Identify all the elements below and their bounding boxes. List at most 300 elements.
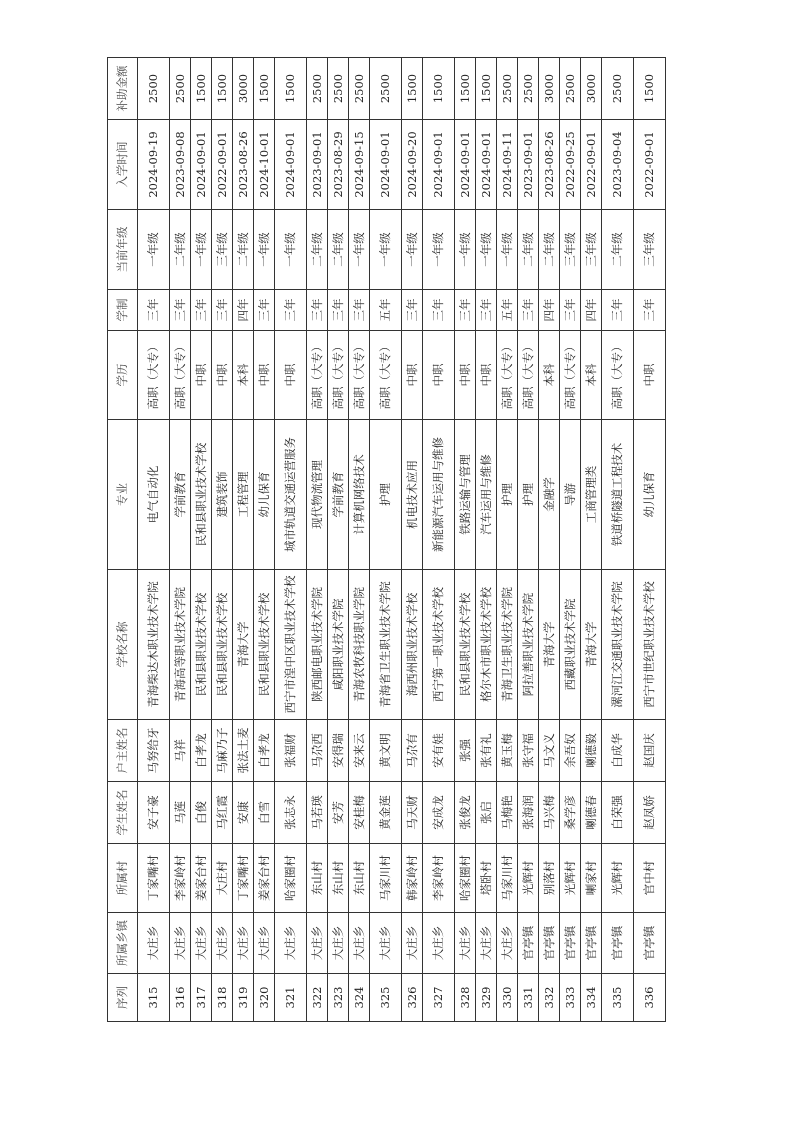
table-cell: 高职（大专） <box>328 331 349 420</box>
table-cell: 本科 <box>581 331 602 420</box>
table-cell: 高职（大专） <box>518 331 539 420</box>
table-cell: 塔卧村 <box>476 844 497 913</box>
table-cell: 幼儿保育 <box>634 420 666 570</box>
table-cell: 四年 <box>539 290 560 331</box>
table-cell: 青海大学 <box>539 570 560 720</box>
table-cell: 格尔木市职业技术学校 <box>476 570 497 720</box>
table-cell: 陕西邮电职业技术学院 <box>307 570 328 720</box>
table-row <box>138 58 170 1022</box>
table-cell: 2023-09-04 <box>602 120 634 210</box>
table-cell: 护理 <box>497 420 518 570</box>
table-cell: 一年级 <box>455 210 476 290</box>
table-cell: 黄金莲 <box>370 782 402 844</box>
table-cell: 三年 <box>402 290 423 331</box>
table-row <box>370 58 402 1022</box>
table-cell: 高职（大专） <box>138 331 170 420</box>
table-cell: 3000 <box>539 58 560 120</box>
table-cell: 2024-09-01 <box>370 120 402 210</box>
table-cell: 马文义 <box>539 720 560 782</box>
table-cell: 马尕有 <box>402 720 423 782</box>
table-cell: 三年级 <box>634 210 666 290</box>
table-cell: 安桂梅 <box>349 782 370 844</box>
table-cell: 329 <box>476 974 497 1022</box>
table-cell: 2500 <box>518 58 539 120</box>
table-cell: 331 <box>518 974 539 1022</box>
table-row <box>254 58 275 1022</box>
table-cell: 1500 <box>212 58 233 120</box>
table-cell: 326 <box>402 974 423 1022</box>
table-cell: 民和县职业技术学校 <box>191 420 212 570</box>
table-cell: 东山村 <box>349 844 370 913</box>
table-cell: 大庄乡 <box>402 913 423 974</box>
table-cell: 334 <box>581 974 602 1022</box>
table-row <box>233 58 254 1022</box>
table-cell: 本科 <box>233 331 254 420</box>
table-cell: 哈家圈村 <box>455 844 476 913</box>
table-cell: 喇德春 <box>581 782 602 844</box>
table-row <box>423 58 455 1022</box>
subsidy-table <box>107 57 666 1022</box>
table-cell: 325 <box>370 974 402 1022</box>
table-cell: 2024-09-01 <box>275 120 307 210</box>
col-header: 学生姓名 <box>108 782 138 844</box>
table-cell: 高职（大专） <box>349 331 370 420</box>
table-cell: 安得瑞 <box>328 720 349 782</box>
table-cell: 二年级 <box>307 210 328 290</box>
table-cell: 1500 <box>254 58 275 120</box>
table-cell: 高职（大专） <box>602 331 634 420</box>
table-cell: 335 <box>602 974 634 1022</box>
table-row <box>191 58 212 1022</box>
table-cell: 大庄乡 <box>212 913 233 974</box>
table-cell: 中职 <box>191 331 212 420</box>
table-cell: 工程管理 <box>233 420 254 570</box>
table-cell: 2024-09-11 <box>497 120 518 210</box>
table-cell: 2500 <box>370 58 402 120</box>
table-cell: 官亭镇 <box>518 913 539 974</box>
table-cell: 马莲 <box>170 782 191 844</box>
table-cell: 一年级 <box>349 210 370 290</box>
table-cell: 中职 <box>634 331 666 420</box>
table-cell: 三年级 <box>560 210 581 290</box>
table-cell: 大庄乡 <box>233 913 254 974</box>
table-cell: 大庄乡 <box>138 913 170 974</box>
table-cell: 张守福 <box>518 720 539 782</box>
table-cell: 大庄乡 <box>476 913 497 974</box>
table-cell: 光辉村 <box>602 844 634 913</box>
table-cell: 白成华 <box>602 720 634 782</box>
table-cell: 2023-09-01 <box>307 120 328 210</box>
table-cell: 张法土麦 <box>233 720 254 782</box>
table-cell: 三年级 <box>212 210 233 290</box>
table-cell: 赵国庆 <box>634 720 666 782</box>
table-cell: 1500 <box>455 58 476 120</box>
table-row <box>307 58 328 1022</box>
col-header: 当前年级 <box>108 210 138 290</box>
table-cell: 三年 <box>254 290 275 331</box>
table-cell: 328 <box>455 974 476 1022</box>
table-cell: 1500 <box>476 58 497 120</box>
table-cell: 马红霞 <box>212 782 233 844</box>
table-cell: 民和县职业技术学校 <box>212 570 233 720</box>
table-row <box>518 58 539 1022</box>
table-cell: 中职 <box>476 331 497 420</box>
table-cell: 别落村 <box>539 844 560 913</box>
table-cell: 护理 <box>518 420 539 570</box>
table-cell: 三年 <box>518 290 539 331</box>
table-cell: 西藏职业技术学院 <box>560 570 581 720</box>
table-cell: 317 <box>191 974 212 1022</box>
table-cell: 2022-09-01 <box>634 120 666 210</box>
table-cell: 张俊龙 <box>455 782 476 844</box>
table-cell: 哈家圈村 <box>275 844 307 913</box>
table-cell: 青海大学 <box>581 570 602 720</box>
table-cell: 大庄乡 <box>170 913 191 974</box>
table-cell: 张福财 <box>275 720 307 782</box>
table-cell: 张海润 <box>518 782 539 844</box>
table-cell: 三年 <box>191 290 212 331</box>
table-cell: 马家川村 <box>497 844 518 913</box>
table-cell: 2024-09-01 <box>191 120 212 210</box>
table-cell: 高职（大专） <box>560 331 581 420</box>
table-row <box>602 58 634 1022</box>
table-cell: 三年 <box>476 290 497 331</box>
table-cell: 白雪 <box>254 782 275 844</box>
table-cell: 安有娃 <box>423 720 455 782</box>
table-cell: 1500 <box>634 58 666 120</box>
table-cell: 2500 <box>328 58 349 120</box>
table-cell: 青海柴达木职业技术学院 <box>138 570 170 720</box>
table-cell: 白孝龙 <box>254 720 275 782</box>
table-cell: 青海卫生职业技术学院 <box>497 570 518 720</box>
table-cell: 321 <box>275 974 307 1022</box>
table-cell: 汽车运用与维修 <box>476 420 497 570</box>
table-cell: 咸阳职业技术学院 <box>328 570 349 720</box>
table-cell: 学前教育 <box>328 420 349 570</box>
table-cell: 丁家嘴村 <box>233 844 254 913</box>
table-cell: 官中村 <box>634 844 666 913</box>
table-cell: 332 <box>539 974 560 1022</box>
table-cell: 青海高等职业技术学院 <box>170 570 191 720</box>
table-header-row <box>108 58 138 1022</box>
table-cell: 本科 <box>539 331 560 420</box>
table-cell: 2023-09-01 <box>518 120 539 210</box>
table-cell: 张志永 <box>275 782 307 844</box>
table-cell: 一年级 <box>476 210 497 290</box>
col-header: 序列 <box>108 974 138 1022</box>
rotated-page-content <box>107 58 663 1022</box>
table-cell: 李家岭村 <box>170 844 191 913</box>
table-cell: 青海大学 <box>233 570 254 720</box>
table-cell: 2024-09-01 <box>476 120 497 210</box>
table-cell: 黄玉梅 <box>497 720 518 782</box>
table-cell: 官亭镇 <box>581 913 602 974</box>
table-cell: 西宁市湟中区职业技术学校 <box>275 570 307 720</box>
table-cell: 安子豪 <box>138 782 170 844</box>
table-cell: 1500 <box>191 58 212 120</box>
table-cell: 计算机网络技术 <box>349 420 370 570</box>
table-cell: 大庄乡 <box>370 913 402 974</box>
table-cell: 西宁市世纪职业技术学校 <box>634 570 666 720</box>
table-cell: 三年 <box>349 290 370 331</box>
table-cell: 大庄乡 <box>349 913 370 974</box>
table-cell: 333 <box>560 974 581 1022</box>
table-cell: 铁路运输与管理 <box>455 420 476 570</box>
table-cell: 建筑装饰 <box>212 420 233 570</box>
table-cell: 1500 <box>402 58 423 120</box>
table-cell: 318 <box>212 974 233 1022</box>
table-cell: 光辉村 <box>518 844 539 913</box>
table-row <box>170 58 191 1022</box>
table-cell: 二年级 <box>539 210 560 290</box>
table-cell: 3000 <box>233 58 254 120</box>
table-cell: 322 <box>307 974 328 1022</box>
table-cell: 一年级 <box>254 210 275 290</box>
table-cell: 中职 <box>212 331 233 420</box>
table-cell: 三年 <box>423 290 455 331</box>
table-cell: 马祥 <box>170 720 191 782</box>
table-cell: 张启 <box>476 782 497 844</box>
table-cell: 官亭镇 <box>634 913 666 974</box>
table-cell: 一年级 <box>275 210 307 290</box>
table-cell: 余吾奴 <box>560 720 581 782</box>
table-cell: 三年 <box>307 290 328 331</box>
table-cell: 喇家村 <box>581 844 602 913</box>
table-cell: 高职（大专） <box>170 331 191 420</box>
table-cell: 316 <box>170 974 191 1022</box>
table-row <box>328 58 349 1022</box>
table-cell: 幼儿保育 <box>254 420 275 570</box>
table-cell: 2500 <box>307 58 328 120</box>
table-cell: 三年 <box>560 290 581 331</box>
table-cell: 高职（大专） <box>307 331 328 420</box>
table-cell: 中职 <box>275 331 307 420</box>
table-cell: 学前教育 <box>170 420 191 570</box>
table-cell: 高职（大专） <box>370 331 402 420</box>
table-cell: 1500 <box>275 58 307 120</box>
table-cell: 马家川村 <box>370 844 402 913</box>
table-row <box>560 58 581 1022</box>
table-cell: 马兴梅 <box>539 782 560 844</box>
table-cell: 铁道桥隧道工程技术 <box>602 420 634 570</box>
table-cell: 2500 <box>138 58 170 120</box>
table-cell: 官亭镇 <box>602 913 634 974</box>
table-cell: 1500 <box>423 58 455 120</box>
table-cell: 机电技术应用 <box>402 420 423 570</box>
table-cell: 姜家台村 <box>254 844 275 913</box>
table-cell: 姜家台村 <box>191 844 212 913</box>
table-cell: 2022-09-01 <box>212 120 233 210</box>
col-header: 户主姓名 <box>108 720 138 782</box>
table-row <box>476 58 497 1022</box>
table-cell: 2023-08-26 <box>539 120 560 210</box>
table-cell: 大庄乡 <box>423 913 455 974</box>
table-cell: 新能源汽车运用与维修 <box>423 420 455 570</box>
table-row <box>581 58 602 1022</box>
table-cell: 海西州职业技术学校 <box>402 570 423 720</box>
table-cell: 2023-08-29 <box>328 120 349 210</box>
table-cell: 三年 <box>170 290 191 331</box>
table-cell: 四年 <box>581 290 602 331</box>
table-cell: 赵凤娇 <box>634 782 666 844</box>
table-cell: 315 <box>138 974 170 1022</box>
table-cell: 大庄乡 <box>254 913 275 974</box>
table-cell: 336 <box>634 974 666 1022</box>
table-cell: 喇德毅 <box>581 720 602 782</box>
table-cell: 2500 <box>497 58 518 120</box>
table-cell: 一年级 <box>138 210 170 290</box>
table-row <box>634 58 666 1022</box>
table-cell: 324 <box>349 974 370 1022</box>
table-cell: 现代物流管理 <box>307 420 328 570</box>
table-cell: 2500 <box>349 58 370 120</box>
col-header: 学制 <box>108 290 138 331</box>
table-cell: 马梅艳 <box>497 782 518 844</box>
table-cell: 319 <box>233 974 254 1022</box>
table-row <box>455 58 476 1022</box>
table-row <box>497 58 518 1022</box>
table-cell: 电气自动化 <box>138 420 170 570</box>
table-cell: 护理 <box>370 420 402 570</box>
col-header: 补助金额 <box>108 58 138 120</box>
table-cell: 马若瑛 <box>307 782 328 844</box>
table-cell: 光辉村 <box>560 844 581 913</box>
table-cell: 327 <box>423 974 455 1022</box>
table-cell: 东山村 <box>307 844 328 913</box>
table-cell: 中职 <box>254 331 275 420</box>
table-cell: 320 <box>254 974 275 1022</box>
table-cell: 中职 <box>423 331 455 420</box>
table-cell: 2024-10-01 <box>254 120 275 210</box>
table-cell: 白孝龙 <box>191 720 212 782</box>
table-cell: 三年级 <box>581 210 602 290</box>
col-header: 学校名称 <box>108 570 138 720</box>
table-cell: 大庄乡 <box>191 913 212 974</box>
table-cell: 二年级 <box>170 210 191 290</box>
table-row <box>275 58 307 1022</box>
table-cell: 三年 <box>138 290 170 331</box>
table-cell: 金融学 <box>539 420 560 570</box>
table-cell: 2023-09-08 <box>170 120 191 210</box>
table-cell: 323 <box>328 974 349 1022</box>
table-cell: 2024-09-19 <box>138 120 170 210</box>
table-cell: 一年级 <box>191 210 212 290</box>
table-cell: 大庄村 <box>212 844 233 913</box>
table-cell: 韩家岭村 <box>402 844 423 913</box>
table-cell: 李家岭村 <box>423 844 455 913</box>
table-row <box>349 58 370 1022</box>
table-cell: 马天财 <box>402 782 423 844</box>
table-cell: 五年 <box>370 290 402 331</box>
table-cell: 2500 <box>560 58 581 120</box>
table-cell: 三年 <box>602 290 634 331</box>
table-cell: 官亭镇 <box>560 913 581 974</box>
table-cell: 2022-09-01 <box>581 120 602 210</box>
table-row <box>539 58 560 1022</box>
table-cell: 330 <box>497 974 518 1022</box>
table-cell: 东山村 <box>328 844 349 913</box>
table-cell: 阿拉善职业技术学院 <box>518 570 539 720</box>
table-cell: 一年级 <box>423 210 455 290</box>
table-cell: 安来云 <box>349 720 370 782</box>
table-cell: 五年 <box>497 290 518 331</box>
table-cell: 漯河江交通职业技术学院 <box>602 570 634 720</box>
col-header: 学历 <box>108 331 138 420</box>
table-cell: 桑学彦 <box>560 782 581 844</box>
table-cell: 导游 <box>560 420 581 570</box>
table-cell: 丁家嘴村 <box>138 844 170 913</box>
table-cell: 三年 <box>275 290 307 331</box>
table-cell: 高职（大专） <box>497 331 518 420</box>
col-header: 入学时间 <box>108 120 138 210</box>
table-cell: 二年级 <box>233 210 254 290</box>
table-cell: 西宁第一职业技术学校 <box>423 570 455 720</box>
table-cell: 城市轨道交通运营服务 <box>275 420 307 570</box>
table-cell: 一年级 <box>402 210 423 290</box>
table-cell: 安芳 <box>328 782 349 844</box>
table-cell: 中职 <box>455 331 476 420</box>
table-cell: 民和县职业技术学校 <box>254 570 275 720</box>
table-cell: 2024-09-15 <box>349 120 370 210</box>
table-cell: 2500 <box>602 58 634 120</box>
table-cell: 大庄乡 <box>497 913 518 974</box>
table-cell: 四年 <box>233 290 254 331</box>
table-cell: 二年级 <box>328 210 349 290</box>
table-cell: 2024-09-20 <box>402 120 423 210</box>
table-cell: 三年 <box>455 290 476 331</box>
table-cell: 大庄乡 <box>307 913 328 974</box>
table-cell: 青海农牧科技职业学院 <box>349 570 370 720</box>
table-cell: 马努给牙 <box>138 720 170 782</box>
table-row <box>402 58 423 1022</box>
table-cell: 大庄乡 <box>455 913 476 974</box>
table-cell: 官亭镇 <box>539 913 560 974</box>
col-header: 专业 <box>108 420 138 570</box>
table-row <box>212 58 233 1022</box>
table-cell: 青海省卫生职业技术学院 <box>370 570 402 720</box>
table-cell: 民和县职业技术学校 <box>191 570 212 720</box>
table-cell: 大庄乡 <box>328 913 349 974</box>
table-cell: 三年 <box>634 290 666 331</box>
table-cell: 2500 <box>170 58 191 120</box>
col-header: 所属村 <box>108 844 138 913</box>
table-cell: 安康 <box>233 782 254 844</box>
table-cell: 马尕西 <box>307 720 328 782</box>
col-header: 所属乡镇 <box>108 913 138 974</box>
table-cell: 张有礼 <box>476 720 497 782</box>
table-cell: 3000 <box>581 58 602 120</box>
table-cell: 2024-09-01 <box>455 120 476 210</box>
table-cell: 二年级 <box>518 210 539 290</box>
table-cell: 三年 <box>328 290 349 331</box>
table-cell: 2023-08-26 <box>233 120 254 210</box>
table-cell: 二年级 <box>602 210 634 290</box>
table-cell: 白荣强 <box>602 782 634 844</box>
table-cell: 一年级 <box>497 210 518 290</box>
table-cell: 安成龙 <box>423 782 455 844</box>
table-cell: 民和县职业技术学校 <box>455 570 476 720</box>
table-cell: 大庄乡 <box>275 913 307 974</box>
table-cell: 马麻乃子 <box>212 720 233 782</box>
table-cell: 2024-09-01 <box>423 120 455 210</box>
table-cell: 2022-09-25 <box>560 120 581 210</box>
table-cell: 工商管理类 <box>581 420 602 570</box>
table-cell: 黄文明 <box>370 720 402 782</box>
table-cell: 三年 <box>212 290 233 331</box>
table-cell: 中职 <box>402 331 423 420</box>
table-cell: 一年级 <box>370 210 402 290</box>
table-cell: 白俊 <box>191 782 212 844</box>
